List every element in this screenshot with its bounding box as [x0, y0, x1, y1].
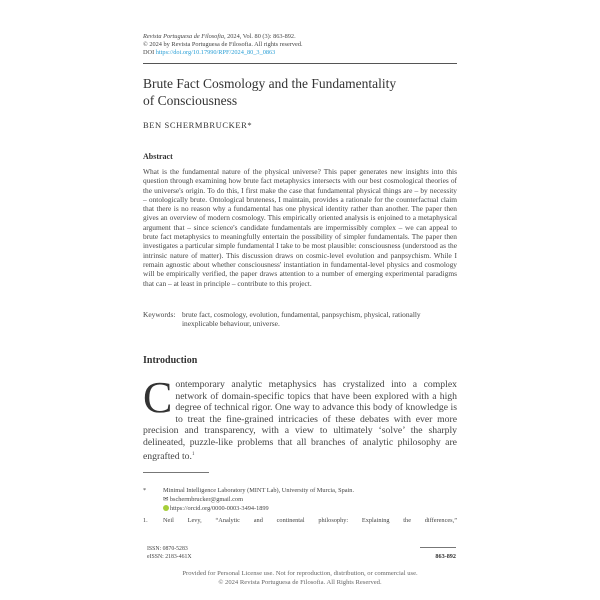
envelope-icon: ✉ — [163, 496, 169, 503]
footnote-author — [143, 486, 457, 513]
abstract-heading: Abstract — [143, 152, 173, 161]
issn: ISSN: 0870-5283 — [147, 546, 188, 552]
paper-title: Brute Fact Cosmology and the Fundamentality of Consciousness — [143, 76, 397, 108]
orcid-link[interactable]: https://orcid.org/0000-0003-3494-1899 — [170, 505, 269, 512]
license-footer — [0, 569, 600, 587]
doi-link[interactable]: https://doi.org/10.17990/RPF/2024_80_3_0863 — [155, 49, 276, 56]
header-rule — [143, 63, 457, 64]
citation: , 2024, Vol. 80 (3): 863-892. — [223, 33, 296, 40]
author-email[interactable]: bschermbrucker@gmail.com — [169, 496, 243, 503]
copyright: © 2024 by Revista Portuguesa de Filosofia. All rights reserved. — [143, 41, 303, 48]
doi-label: DOI — [143, 49, 155, 56]
eissn: eISSN: 2183-461X — [147, 554, 192, 560]
abstract-text: What is the fundamental nature of the physical universe? This paper generates new insights into this question through examining how brute fact metaphysics intersects with our best cosmological theories of the universe's origin. To do this, I first make the case that fundamental physical things are – by necessity – ontologically brute. Ontological bruteness, I maintain, provides a rationale for the counterfactual claim that there is no reason why a fundamental has one physical identity rather than another. The paper then gives an overview of modern cosmology. This empirically oriented analysis is enjoined to a metaphysical argument that – since science's candidate fundamentals are impermissibly complex – we can appeal to brute fact metaphysics to meaningfully entertain the possibility of simpler fundamentals. The paper then investigates a particular simple fundamental I take to be most plausible: consciousness (understood as the intrinsic nature of matter). This discussion draws on cosmic-level evolution and panpsychism. While I remain agnostic about whether consciousness' instantiation in fundamental-level physics and cosmology will be empirically verified, the paper draws attention to a number of emerging experimental paradigms that can – at least in principle – contribute to this project. — [143, 167, 457, 288]
footnote-text: Neil Levy, “Analytic and continental philosophy: Explaining the differences,” — [163, 517, 457, 524]
rights-notice: © 2024 Revista Portuguesa de Filosofia. All Rights Reserved. — [218, 579, 382, 586]
introduction-heading: Introduction — [143, 355, 198, 366]
journal-name: Revista Portuguesa de Filosofia — [143, 33, 224, 40]
keywords-label: Keywords: — [143, 310, 176, 319]
issn-block — [147, 545, 192, 561]
footnote-ref[interactable]: 1 — [191, 451, 195, 457]
footnote-1 — [143, 516, 457, 525]
license-notice: Provided for Personal License use. Not for reproduction, distribution, or commercial use. — [182, 570, 418, 577]
introduction-text — [143, 373, 457, 462]
orcid-icon — [163, 505, 169, 511]
footnote-rule — [143, 472, 209, 473]
author: BEN SCHERMBRUCKER* — [143, 120, 253, 130]
page-range: 863-892 — [435, 553, 456, 560]
drop-cap: C — [143, 373, 173, 422]
journal-header — [143, 33, 457, 57]
page-rule — [420, 547, 456, 548]
keywords-text: brute fact, cosmology, evolution, fundamental, panpsychism, physical, rationally inexplicable behaviour, universe. — [182, 310, 421, 329]
footnote-mark: 1. — [143, 517, 148, 524]
introduction-paragraph: ontemporary analytic metaphysics has crystalized into a complex network of domain-specific topics that have been explored with a high degree of technical rigor. One way to advance this body of knowledge is to treat the fine-grained intricacies of these debates with ever more precision and transparency, with a view to ultimately ‘solve’ the sharply delineated, puzzle-like problems that all branches of analytic philosophy are engrafted to. — [143, 379, 457, 462]
keywords — [143, 310, 457, 329]
footnote-mark: * — [143, 487, 147, 494]
affiliation: Minimal Intelligence Laboratory (MINT Lab), University of Murcia, Spain. — [163, 487, 355, 494]
